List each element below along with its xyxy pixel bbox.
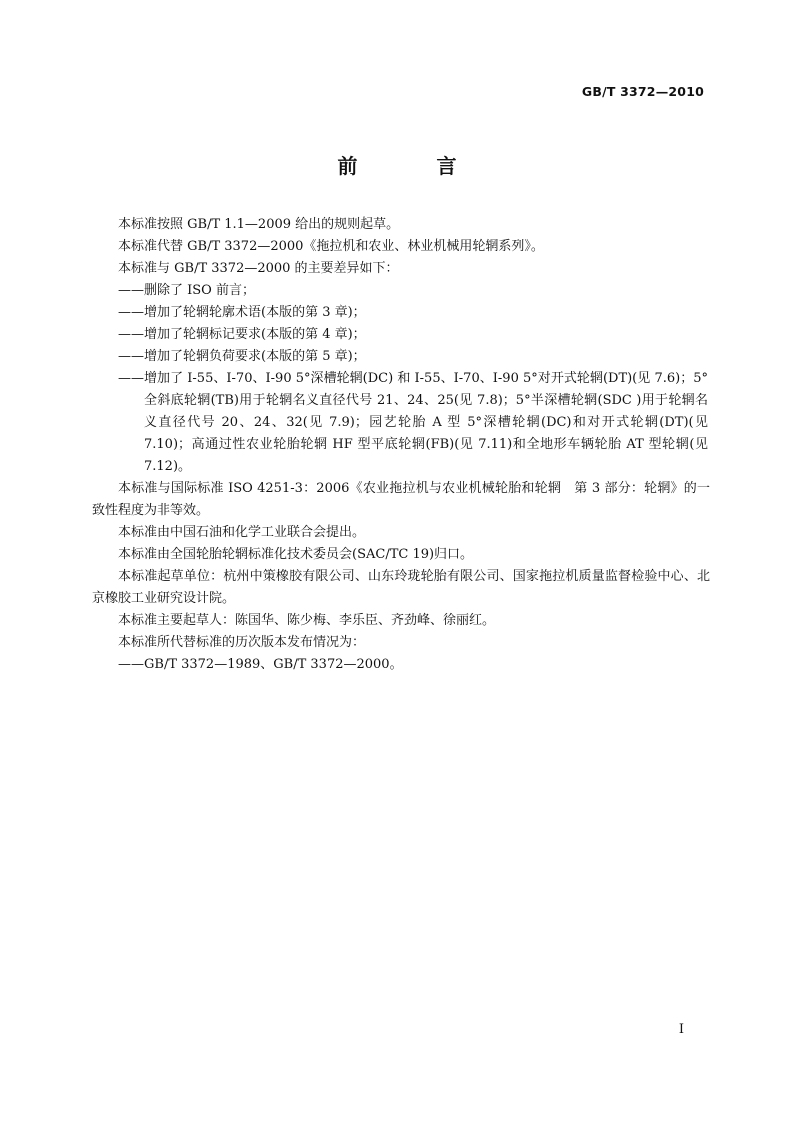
list-item-text: GB/T 3372—1989、GB/T 3372—2000。: [144, 657, 403, 672]
list-item-text: 增加了轮辋标记要求(本版的第 4 章)；: [144, 327, 366, 342]
list-item: [118, 368, 708, 478]
paragraph-history-intro: 本标准所代替标准的历次版本发布情况为：: [118, 635, 366, 650]
foreword-body: [92, 214, 710, 676]
list-item-text: 删除了 ISO 前言；: [144, 283, 255, 298]
dash-marker: ——: [118, 657, 144, 672]
paragraph-drafting-units: 本标准起草单位：杭州中策橡胶有限公司、山东玲珑轮胎有限公司、国家拖拉机质量监督检验中心、北京橡胶工业研究设计院。: [92, 569, 710, 606]
page-number: I: [678, 1022, 684, 1037]
dash-marker: ——: [118, 305, 144, 320]
paragraph-administered-by: 本标准由全国轮胎轮辋标准化技术委员会(SAC/TC 19)归口。: [118, 547, 474, 562]
paragraph-drafters: 本标准主要起草人：陈国华、陈少梅、李乐臣、齐劲峰、徐丽红。: [118, 613, 496, 628]
paragraph-iso-equivalence: 本标准与国际标准 ISO 4251-3：2006《农业拖拉机与农业机械轮胎和轮辋 第 3 部分：轮辋》的一致性程度为非等效。: [92, 481, 710, 518]
dash-marker: ——: [118, 327, 144, 342]
paragraph-replaces: 本标准代替 GB/T 3372—2000《拖拉机和农业、林业机械用轮辋系列》。: [118, 239, 544, 254]
page-title: 前 言: [337, 154, 493, 178]
list-item-text: 增加了 I-55、I-70、I-90 5°深槽轮辋(DC) 和 I-55、I-70、I-90 5°对开式轮辋(DT)(见 7.6)；5°全斜底轮辋(TB)用于轮辋名义直径代号 21、24、25(见 7.8)；5°半深槽轮辋(SDC )用于轮辋名义直径代号 20、24、32(见 7.9)；园艺轮胎 A 型 5°深槽轮辋(DC)和对开式轮辋(DT)(见 7.10)；高通过性农业轮胎轮辋 HF 型平底轮辋(FB)(见 7.11)和全地形车辆轮胎 AT 型轮辋(见 7.12)。: [144, 371, 708, 474]
dash-marker: ——: [118, 371, 144, 386]
paragraph-drafting-rules: 本标准按照 GB/T 1.1—2009 给出的规则起草。: [118, 217, 400, 232]
list-item-text: 增加了轮辋负荷要求(本版的第 5 章)；: [144, 349, 366, 364]
paragraph-proposed-by: 本标准由中国石油和化学工业联合会提出。: [118, 525, 366, 540]
dash-marker: ——: [118, 283, 144, 298]
paragraph-differences-intro: 本标准与 GB/T 3372—2000 的主要差异如下：: [118, 261, 399, 276]
list-item: [118, 654, 708, 676]
list-item: [118, 346, 708, 368]
list-item: [118, 302, 708, 324]
list-item-text: 增加了轮辋轮廓术语(本版的第 3 章)；: [144, 305, 366, 320]
standard-number: GB/T 3372—2010: [581, 84, 704, 99]
list-item: [118, 324, 708, 346]
list-item: [118, 280, 708, 302]
dash-marker: ——: [118, 349, 144, 364]
